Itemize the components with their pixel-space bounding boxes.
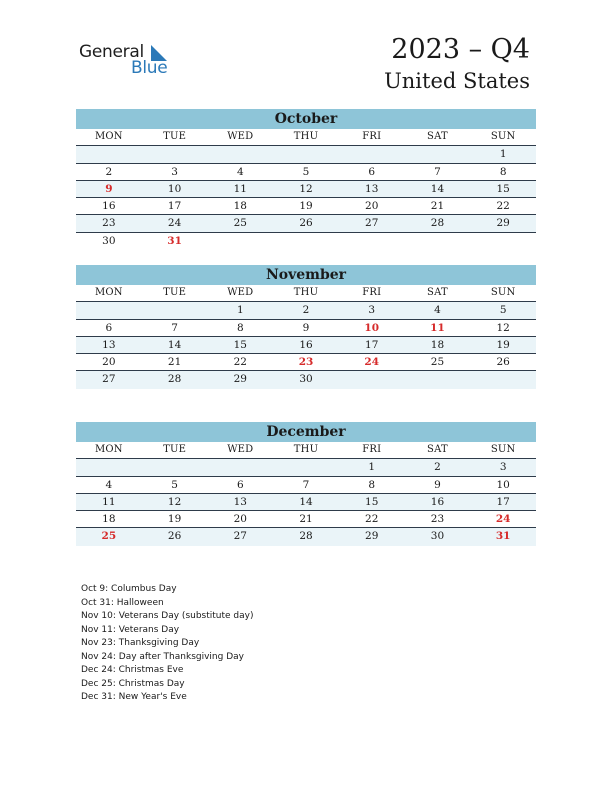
- day-cell: 18: [233, 200, 247, 213]
- weekday-label: FRI: [362, 444, 382, 455]
- holiday-day-cell: 11: [430, 321, 445, 334]
- day-cell: 28: [299, 530, 313, 543]
- day-cell: 9: [434, 478, 441, 491]
- day-cell: 17: [167, 200, 182, 213]
- holiday-note: Dec 25: Christmas Day: [81, 678, 185, 689]
- weekday-header-row: [76, 285, 536, 302]
- day-cell: 4: [236, 165, 244, 178]
- weekday-label: FRI: [362, 287, 382, 298]
- holiday-note: Nov 23: Thanksgiving Day: [81, 638, 200, 648]
- quarter-title: 2023 – Q4: [391, 34, 530, 65]
- page-title: [384, 36, 530, 92]
- day-cell: 19: [496, 338, 510, 351]
- holiday-day-cell: 25: [101, 530, 117, 543]
- day-cell: 7: [171, 321, 178, 334]
- day-cell: 1: [499, 148, 507, 161]
- week-row: [76, 198, 536, 215]
- week-row: [76, 494, 536, 511]
- day-cell: [76, 302, 142, 318]
- day-cell: [339, 371, 405, 388]
- day-cell: 10: [167, 182, 182, 195]
- day-cell: 22: [496, 200, 510, 213]
- day-cell: [207, 146, 273, 162]
- day-cell: 22: [233, 356, 247, 369]
- weekday-label: WED: [227, 131, 254, 142]
- weekday-label: MON: [94, 131, 123, 142]
- day-cell: 13: [365, 182, 379, 195]
- week-row: [76, 511, 536, 528]
- week-row: [76, 371, 536, 388]
- day-cell: 17: [496, 495, 510, 508]
- day-cell: 30: [102, 234, 116, 247]
- logo-general-text: General: [79, 42, 144, 62]
- holiday-note: Oct 9: Columbus Day: [81, 584, 177, 594]
- week-row: [76, 528, 536, 545]
- day-cell: 27: [365, 217, 379, 230]
- holiday-day-cell: 31: [167, 234, 182, 247]
- day-cell: 12: [167, 495, 182, 508]
- day-cell: 7: [302, 478, 310, 491]
- day-cell: [470, 233, 536, 250]
- week-row: [76, 459, 536, 476]
- week-row: [76, 164, 536, 181]
- weekday-label: TUE: [163, 287, 187, 298]
- month-name: October: [76, 109, 536, 129]
- day-cell: 19: [167, 513, 182, 526]
- day-cell: [405, 371, 471, 388]
- day-cell: 30: [299, 373, 313, 386]
- weekday-label: THU: [293, 131, 319, 142]
- day-cell: 8: [499, 165, 507, 178]
- day-cell: 10: [496, 478, 510, 491]
- weekday-header-row: [76, 442, 536, 459]
- weekday-label: SUN: [490, 131, 516, 142]
- day-cell: 19: [299, 200, 313, 213]
- day-cell: 17: [365, 338, 379, 351]
- day-cell: [273, 233, 339, 250]
- logo-blue-text: Blue: [131, 58, 168, 78]
- holiday-note: Nov 11: Veterans Day: [81, 624, 180, 635]
- day-cell: 24: [167, 217, 182, 230]
- weekday-label: SUN: [490, 287, 516, 298]
- day-cell: 16: [299, 338, 313, 351]
- country-title: United States: [384, 69, 530, 93]
- day-cell: 6: [368, 165, 376, 178]
- day-cell: 5: [302, 165, 310, 178]
- holiday-note: Dec 24: Christmas Eve: [81, 665, 184, 675]
- month-november: [76, 265, 536, 389]
- day-cell: 23: [430, 513, 445, 526]
- weekday-header-row: [76, 129, 536, 146]
- day-cell: 28: [167, 373, 182, 386]
- day-cell: 13: [233, 495, 247, 508]
- day-cell: 20: [233, 513, 247, 526]
- logo: [79, 42, 179, 82]
- day-cell: 3: [171, 165, 178, 178]
- week-row: [76, 354, 536, 371]
- day-cell: [273, 146, 339, 162]
- day-cell: 5: [499, 304, 507, 317]
- week-row: [76, 302, 536, 319]
- week-row: [76, 215, 536, 232]
- holiday-day-cell: 9: [105, 182, 113, 195]
- day-cell: [470, 371, 536, 388]
- day-cell: 3: [499, 461, 507, 474]
- day-cell: [207, 459, 273, 475]
- day-cell: 25: [233, 217, 247, 230]
- day-cell: 20: [102, 356, 116, 369]
- weekday-label: SAT: [427, 444, 448, 455]
- day-cell: 15: [496, 182, 510, 195]
- day-cell: 14: [430, 182, 445, 195]
- day-cell: 18: [102, 513, 116, 526]
- day-cell: 11: [102, 495, 116, 508]
- day-cell: [76, 146, 142, 162]
- day-cell: 5: [171, 478, 178, 491]
- day-cell: 22: [365, 513, 379, 526]
- day-cell: [142, 146, 208, 162]
- day-cell: 21: [167, 356, 182, 369]
- day-cell: [207, 233, 273, 250]
- day-cell: 29: [233, 373, 247, 386]
- month-name: November: [76, 265, 536, 285]
- day-cell: 15: [233, 338, 247, 351]
- day-cell: 27: [102, 373, 116, 386]
- weekday-label: TUE: [163, 444, 187, 455]
- day-cell: 2: [105, 165, 113, 178]
- weekday-label: MON: [94, 444, 123, 455]
- day-cell: 26: [167, 530, 182, 543]
- day-cell: 18: [430, 338, 445, 351]
- day-cell: 13: [102, 338, 116, 351]
- day-cell: 23: [102, 217, 116, 230]
- week-row: [76, 181, 536, 198]
- day-cell: [405, 233, 471, 250]
- holiday-day-cell: 24: [364, 356, 380, 369]
- weekday-label: WED: [227, 287, 254, 298]
- day-cell: 27: [233, 530, 247, 543]
- weekday-label: MON: [94, 287, 123, 298]
- month-october: [76, 109, 536, 250]
- day-cell: 26: [496, 356, 510, 369]
- day-cell: 9: [302, 321, 310, 334]
- week-row: [76, 477, 536, 494]
- weekday-label: SAT: [427, 287, 448, 298]
- day-cell: 30: [430, 530, 445, 543]
- weekday-label: SAT: [427, 131, 448, 142]
- holiday-day-cell: 24: [495, 513, 511, 526]
- day-cell: 8: [236, 321, 244, 334]
- day-cell: 1: [368, 461, 376, 474]
- day-cell: 26: [299, 217, 313, 230]
- holiday-note: Oct 31: Halloween: [81, 597, 164, 608]
- day-cell: 4: [105, 478, 113, 491]
- weekday-label: WED: [227, 444, 254, 455]
- holiday-note: Nov 24: Day after Thanksgiving Day: [81, 651, 244, 662]
- day-cell: 14: [299, 495, 313, 508]
- holiday-note: Dec 31: New Year's Eve: [81, 692, 187, 702]
- day-cell: 12: [496, 321, 510, 334]
- month-december: [76, 422, 536, 546]
- day-cell: 8: [368, 478, 376, 491]
- day-cell: [273, 459, 339, 475]
- day-cell: 21: [299, 513, 313, 526]
- day-cell: 14: [167, 338, 182, 351]
- day-cell: 21: [430, 200, 445, 213]
- weekday-label: THU: [293, 444, 319, 455]
- day-cell: 16: [430, 495, 445, 508]
- holiday-note: Nov 10: Veterans Day (substitute day): [81, 611, 254, 621]
- day-cell: [76, 459, 142, 475]
- day-cell: [339, 146, 405, 162]
- weekday-label: SUN: [490, 444, 516, 455]
- week-row: [76, 320, 536, 337]
- holiday-notes: [81, 583, 254, 705]
- day-cell: 16: [102, 200, 116, 213]
- day-cell: [142, 459, 208, 475]
- holiday-day-cell: 23: [298, 356, 314, 369]
- day-cell: [339, 233, 405, 250]
- day-cell: 1: [236, 304, 244, 317]
- holiday-day-cell: 31: [495, 530, 511, 543]
- weekday-label: TUE: [163, 131, 187, 142]
- week-row: [76, 146, 536, 163]
- weekday-label: FRI: [362, 131, 382, 142]
- day-cell: 15: [365, 495, 379, 508]
- day-cell: 29: [496, 217, 510, 230]
- day-cell: 2: [302, 304, 310, 317]
- day-cell: 6: [236, 478, 244, 491]
- day-cell: [142, 302, 208, 318]
- day-cell: 20: [365, 200, 379, 213]
- week-row: [76, 233, 536, 250]
- day-cell: 11: [233, 182, 247, 195]
- day-cell: 2: [434, 461, 441, 474]
- day-cell: 28: [430, 217, 445, 230]
- holiday-day-cell: 10: [364, 321, 380, 334]
- day-cell: 3: [368, 304, 376, 317]
- week-row: [76, 337, 536, 354]
- month-name: December: [76, 422, 536, 442]
- day-cell: 25: [430, 356, 445, 369]
- day-cell: 6: [105, 321, 113, 334]
- day-cell: [405, 146, 471, 162]
- weekday-label: THU: [293, 287, 319, 298]
- day-cell: 29: [365, 530, 379, 543]
- day-cell: 4: [434, 304, 441, 317]
- day-cell: 7: [434, 165, 441, 178]
- day-cell: 12: [299, 182, 313, 195]
